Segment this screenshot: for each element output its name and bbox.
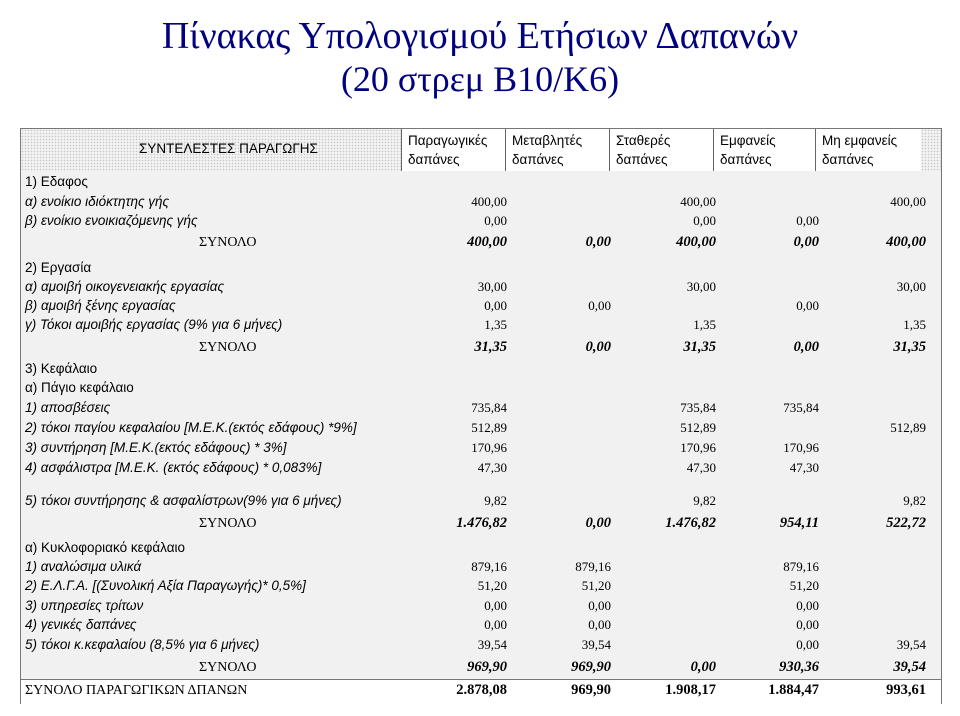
column-header-line1: Μεταβλητές (512, 133, 583, 148)
row-value-col3: 400,00 (680, 194, 716, 209)
page-subtitle: (20 στρεμ Β10/Κ6) (340, 59, 620, 99)
row-label: 2) Εργασία (25, 260, 92, 275)
column-header-line2: δαπάνες (822, 152, 874, 167)
page-title: Πίνακας Υπολογισμού Ετήσιων Δαπανών (161, 15, 799, 57)
row-value-col1: 39,54 (477, 637, 507, 652)
production-factors-header: ΣΥΝΤΕΛΕΣΤΕΣ ΠΑΡΑΓΩΓΗΣ (139, 141, 318, 156)
row-value-col4: 879,16 (783, 559, 819, 574)
row-value-col4: 0,00 (793, 339, 819, 355)
expenses-table (20, 128, 942, 704)
table-row (21, 295, 941, 316)
column-header-4 (713, 129, 815, 171)
row-value-col3: 735,84 (680, 400, 716, 415)
column-header-line1: Σταθερές (616, 133, 671, 148)
row-value-col3: 1.908,17 (665, 682, 716, 698)
row-value-col2: 969,90 (571, 682, 611, 698)
section-row (21, 171, 941, 192)
table-row (21, 556, 941, 577)
table-row (21, 634, 941, 655)
row-value-col4: 930,36 (779, 659, 819, 675)
table-row (21, 397, 941, 418)
row-value-col4: 0,00 (796, 617, 819, 632)
row-value-col1: 31,35 (474, 339, 507, 355)
row-label: 2) τόκοι παγίου κεφαλαίου [Μ.Ε.Κ.(εκτός εδάφους) *9%] (25, 420, 357, 435)
row-label: 4) ασφάλιστρα [Μ.Ε.Κ. (εκτός εδάφους) * 0,083%] (25, 460, 322, 475)
row-value-col4: 51,20 (789, 578, 819, 593)
row-value-col1: 400,00 (467, 234, 507, 250)
column-header-2 (505, 129, 609, 171)
row-label: 1) αποσβέσεις (25, 400, 111, 415)
row-value-col4: 735,84 (783, 400, 819, 415)
table-row (21, 437, 941, 458)
row-value-col5: 39,54 (896, 637, 926, 652)
column-header-line2: δαπάνες (720, 152, 772, 167)
row-value-col1: 1,35 (484, 317, 507, 332)
row-value-col3: 512,89 (680, 420, 716, 435)
row-value-col2: 0,00 (588, 617, 611, 632)
table-row (21, 276, 941, 297)
row-value-col5: 400,00 (886, 234, 926, 250)
section-row (21, 358, 941, 379)
row-label: 5) τόκοι κ.κεφαλαίου (8,5% για 6 μήνες) (25, 637, 260, 652)
subtotal-row (21, 513, 941, 534)
row-value-col3: 1,35 (693, 317, 716, 332)
row-value-col2: 0,00 (588, 598, 611, 613)
row-value-col3: 47,30 (686, 460, 716, 475)
row-value-col2: 51,20 (581, 578, 611, 593)
column-header-line1: Παραγωγικές (408, 133, 488, 148)
row-label: 1) αναλώσιμα υλικά (25, 559, 142, 574)
column-header-line2: δαπάνες (408, 152, 460, 167)
row-value-col1: 51,20 (477, 578, 507, 593)
table-row (21, 575, 941, 596)
row-value-col1: 0,00 (484, 298, 507, 313)
row-label: β) αμοιβή ξένης εργασίας (25, 298, 176, 313)
column-header-3 (609, 129, 713, 171)
row-value-col2: 0,00 (588, 298, 611, 313)
table-row (21, 614, 941, 635)
row-value-col3: 0,00 (690, 659, 716, 675)
row-value-col2: 879,16 (575, 559, 611, 574)
row-value-col5: 31,35 (893, 339, 926, 355)
row-value-col4: 0,00 (796, 598, 819, 613)
row-label: ΣΥΝΟΛΟ (199, 516, 257, 531)
row-value-col4: 170,96 (783, 440, 819, 455)
row-label: ΣΥΝΟΛΟ (199, 660, 257, 675)
row-label: 3) συντήρηση [Μ.Ε.Κ.(εκτός εδάφους) * 3%] (25, 440, 287, 455)
column-header-5 (815, 129, 921, 171)
row-label: γ) Τόκοι αμοιβής εργασίας (9% για 6 μήνες) (25, 317, 283, 332)
column-header-line2: δαπάνες (616, 152, 668, 167)
row-value-col3: 31,35 (683, 339, 716, 355)
row-value-col3: 9,82 (693, 493, 716, 508)
table-row (21, 457, 941, 478)
row-value-col4: 954,11 (779, 515, 819, 531)
table-row (21, 314, 941, 335)
row-value-col5: 400,00 (890, 194, 926, 209)
row-value-col5: 993,61 (886, 682, 926, 698)
row-value-col4: 0,00 (796, 637, 819, 652)
row-label: 2) Ε.Λ.Γ.Α. [(Συνολική Αξία Παραγωγής)* 0,5%] (25, 578, 306, 593)
row-value-col3: 1.476,82 (665, 515, 716, 531)
column-header-line1: Εμφανείς (720, 133, 776, 148)
row-value-col5: 522,72 (886, 515, 926, 531)
row-value-col3: 400,00 (676, 234, 716, 250)
row-value-col1: 2.878,08 (456, 682, 507, 698)
row-value-col1: 735,84 (471, 400, 507, 415)
row-value-col1: 170,96 (471, 440, 507, 455)
grand-total-row (21, 679, 941, 704)
subtotal-row (21, 232, 941, 253)
row-label: 3) υπηρεσίες τρίτων (25, 598, 144, 613)
row-label: ΣΥΝΟΛΟ (199, 235, 257, 250)
row-value-col1: 1.476,82 (456, 515, 507, 531)
row-value-col5: 39,54 (893, 659, 926, 675)
row-label: α) ενοίκιο ιδιόκτητης γής (25, 194, 170, 209)
row-value-col2: 0,00 (585, 234, 611, 250)
row-value-col2: 0,00 (585, 339, 611, 355)
table-row (21, 417, 941, 438)
row-label: β) ενοίκιο ενοικιαζόμενης γής (25, 213, 198, 228)
row-label: α) αμοιβή οικογενειακής εργασίας (25, 279, 225, 294)
row-value-col4: 0,00 (793, 234, 819, 250)
row-value-col3: 0,00 (693, 213, 716, 228)
row-value-col1: 0,00 (484, 598, 507, 613)
subtotal-row (21, 657, 941, 678)
row-value-col1: 969,90 (467, 659, 507, 675)
row-value-col4: 0,00 (796, 213, 819, 228)
table-row (21, 210, 941, 231)
column-header-line2: δαπάνες (512, 152, 564, 167)
section-row (21, 257, 941, 278)
row-label: 1) Εδαφος (25, 174, 88, 189)
row-label: ΣΥΝΟΛΟ (199, 340, 257, 355)
row-value-col1: 0,00 (484, 617, 507, 632)
row-value-col2: 39,54 (581, 637, 611, 652)
row-value-col5: 1,35 (903, 317, 926, 332)
section-row (21, 377, 941, 398)
row-value-col1: 0,00 (484, 213, 507, 228)
row-value-col4: 1.884,47 (768, 682, 819, 698)
column-header-line1: Μη εμφανείς (822, 133, 898, 148)
row-value-col1: 400,00 (471, 194, 507, 209)
row-value-col2: 969,90 (571, 659, 611, 675)
column-header-1 (401, 129, 505, 171)
row-value-col5: 30,00 (896, 279, 926, 294)
section-row (21, 537, 941, 558)
row-value-col1: 30,00 (477, 279, 507, 294)
row-value-col5: 512,89 (890, 420, 926, 435)
row-label: 4) γενικές δαπάνες (25, 617, 137, 632)
row-label: α) Κυκλοφοριακό κεφάλαιο (25, 540, 186, 555)
row-value-col1: 47,30 (477, 460, 507, 475)
row-value-col1: 512,89 (471, 420, 507, 435)
row-label: 5) τόκοι συντήρησης & ασφαλίστρων(9% για 6 μήνες) (25, 493, 342, 508)
table-row (21, 595, 941, 616)
row-value-col5: 9,82 (903, 493, 926, 508)
row-value-col1: 9,82 (484, 493, 507, 508)
row-label: α) Πάγιο κεφάλαιο (25, 380, 134, 395)
row-label: ΣΥΝΟΛΟ ΠΑΡΑΓΩΓΙΚΩΝ ΔΠΑΝΩΝ (25, 683, 248, 698)
table-row (21, 191, 941, 212)
row-value-col4: 47,30 (789, 460, 819, 475)
row-value-col4: 0,00 (796, 298, 819, 313)
row-label: 3) Κεφάλαιο (25, 361, 98, 376)
row-value-col1: 879,16 (471, 559, 507, 574)
row-value-col2: 0,00 (585, 515, 611, 531)
row-value-col3: 170,96 (680, 440, 716, 455)
row-value-col3: 30,00 (686, 279, 716, 294)
subtotal-row (21, 337, 941, 358)
table-row (21, 490, 941, 511)
